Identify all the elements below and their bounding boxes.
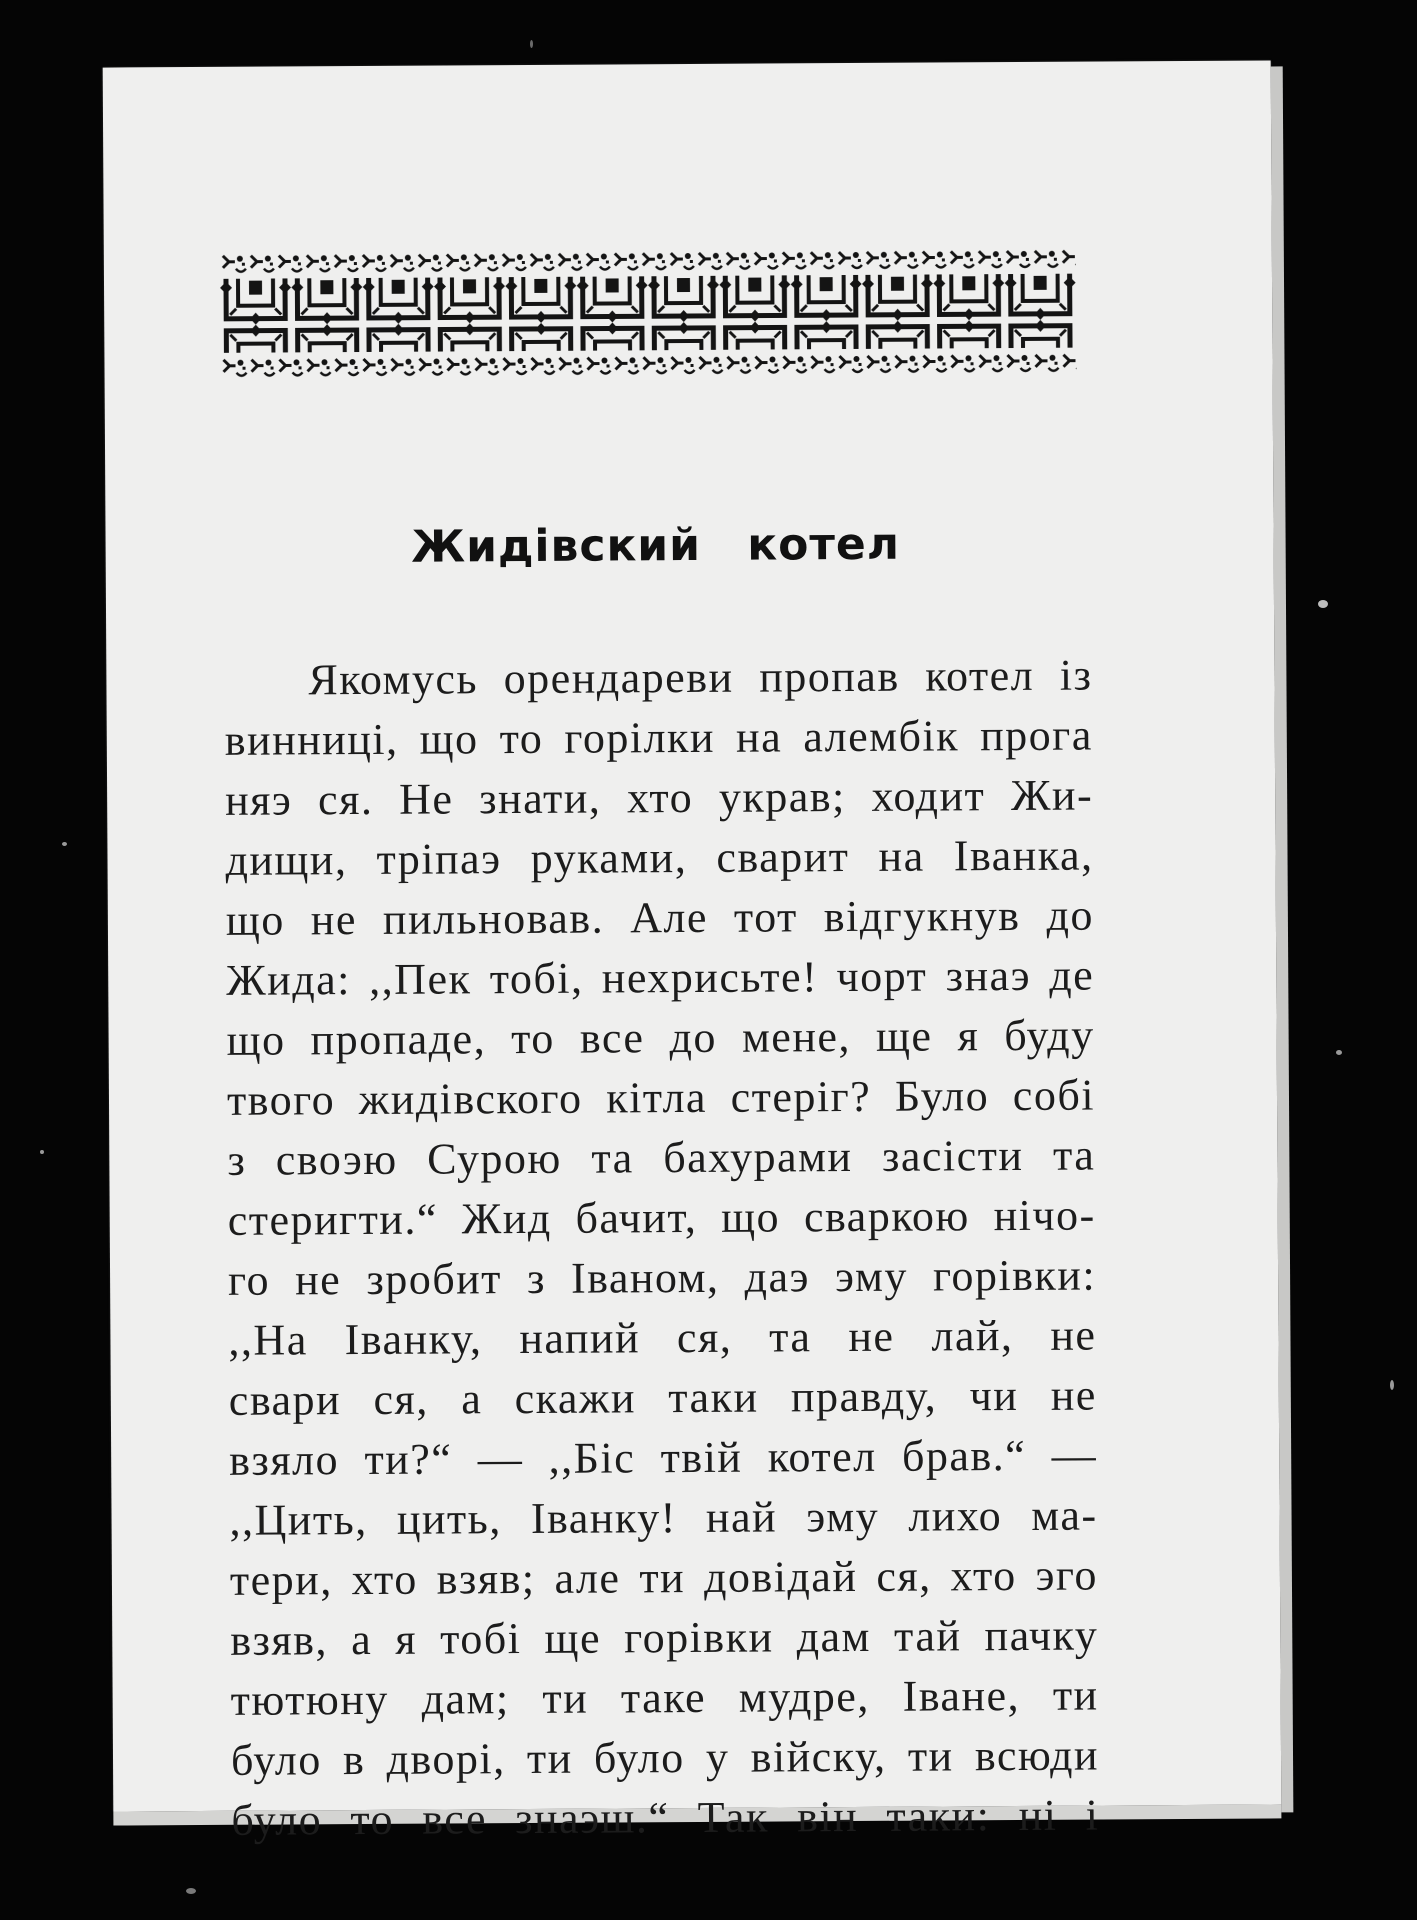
text-line: ,,На Іванку, напий ся, та не лай, не: [228, 1310, 1097, 1365]
text-line: було в дворі, ти було у війску, ти всюди: [230, 1730, 1100, 1785]
story-body: [224, 646, 1099, 1851]
text-line: дищи, тріпаэ руками, сварит на Іванка,: [225, 830, 1094, 885]
text-line: що пропаде, то все до мене, ще я буду: [226, 1010, 1095, 1065]
text-line: го не зробит з Іваном, даэ эму горівки:: [227, 1250, 1097, 1305]
dust-speck: [1336, 1050, 1342, 1055]
story-title: Жидівский котел: [411, 518, 901, 573]
dust-speck: [1390, 1380, 1394, 1390]
dust-speck: [1318, 600, 1328, 608]
dust-speck: [186, 1888, 196, 1894]
text-line: з своэю Сурою та бахурами засісти та: [227, 1130, 1096, 1185]
text-line: няэ ся. Не знати, хто украв; ходит Жи-: [225, 770, 1094, 825]
text-line: винниці, що то горілки на алембік прога: [224, 710, 1093, 765]
text-line: взяв, а я тобі ще горівки дам тай пачку: [230, 1610, 1099, 1665]
text-line: Якомусь орендареви пропав котел із: [308, 650, 1093, 705]
book-page: [103, 60, 1282, 1845]
dust-speck: [40, 1150, 44, 1154]
text-line: Жида: ,,Пек тобі, нехрисьте! чорт знаэ де: [226, 950, 1095, 1005]
page-edge-right: [1271, 66, 1294, 1812]
text-line: було то все знаэш.“ Так він таки: ні і: [231, 1790, 1100, 1845]
dust-speck: [62, 842, 67, 846]
text-line: свари ся, а скажи таки правду, чи не: [228, 1370, 1097, 1425]
text-line: що не пильновав. Але тот відгукнув до: [225, 890, 1095, 945]
text-line: взяло ти?“ — ,,Біс твій котел брав.“ —: [229, 1430, 1098, 1485]
text-line: твого жидівского кітла стеріг? Було собі: [226, 1070, 1096, 1125]
text-line: ,,Цить, цить, Іванку! най эму лихо ма-: [229, 1490, 1098, 1545]
folk-embroidery-ornament-icon: [220, 246, 1077, 381]
text-line: тери, хто взяв; але ти довідай ся, хто эго: [229, 1550, 1099, 1605]
dust-speck: [530, 40, 533, 48]
text-line: тютюну дам; ти таке мудре, Іване, ти: [230, 1670, 1099, 1725]
text-line: стеригти.“ Жид бачит, що сваркою нічо-: [227, 1190, 1096, 1245]
